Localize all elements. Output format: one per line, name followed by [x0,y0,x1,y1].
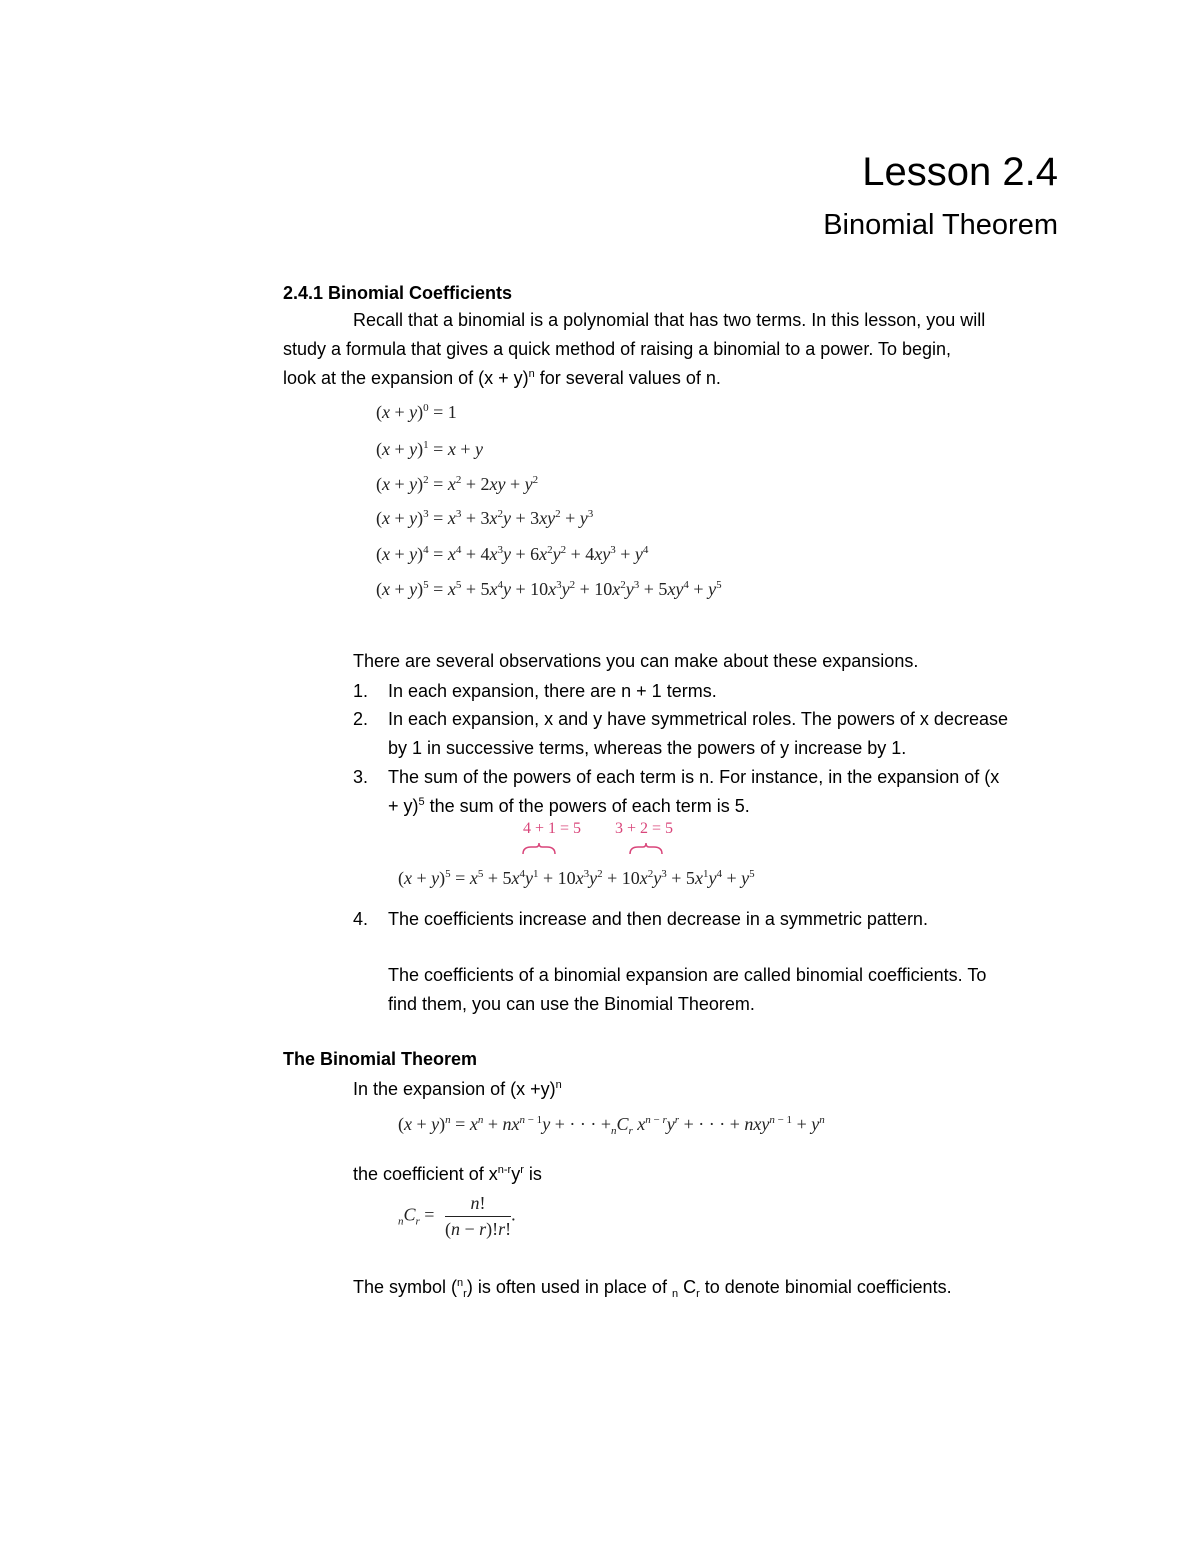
combination-formula: $_nC_r$ = $\frac{n!}{(n - r)!r!}$ . [398,1193,516,1239]
binomial-theorem-formula: $(x + y)^n = x^n + nx^{n - 1}y$ + · · · $+_nC_r$ $x^{n - r}y^r$ + · · · + $nxy^{n - 1} + y^n$ [398,1114,825,1137]
annotation-4-plus-1: 4 + 1 = 5 [523,820,582,837]
observation-item-4: 4. The coefficients increase and then decrease in a symmetric pattern. [353,909,928,929]
annotated-expansion: $(x + y)^5 = x^5 + 5x^4y^1 + 10x^3y^2 + 10x^2y^3 + 5x^1y^4 + y^5$ [398,868,755,888]
lesson-title: Lesson 2.4 [862,150,1058,194]
symbol-note: The symbol ($^n_r$) is often used in place of $_n$ $C_r$ to denote binomial coefficients. [353,1277,952,1300]
section-heading-binomial-theorem: The Binomial Theorem [283,1049,478,1069]
list-number: 1. [353,681,369,701]
lesson-subtitle: Binomial Theorem [823,209,1058,241]
closing-line-2: find them, you can use the Binomial Theorem. [388,994,755,1014]
section-heading-binomial-coefficients: 2.4.1 Binomial Coefficients [283,283,513,303]
combination-fraction: $\frac{n!}{(n - r)!r!}$ [444,1193,512,1239]
observation-item-1: 1. In each expansion, there are n + 1 terms. [353,681,717,701]
annotation-3-plus-2: 3 + 2 = 5 [615,820,674,837]
intro-line-3: look at the expansion of $(x + y)^n$ for several values of n. [283,368,721,388]
expansion-n5: $(x + y)^5 = x^5 + 5x^4y + 10x^3y^2 + 10x^2y^3 + 5xy^4 + y^5$ [376,579,722,599]
intro-line-2: study a formula that gives a quick method of raising a binomial to a power. To begin, [283,339,952,359]
expansion-n4: $(x + y)^4 = x^4 + 4x^3y + 6x^2y^2 + 4xy^3 + y^4$ [376,544,649,564]
brace-left-icon [521,842,557,856]
list-number: 3. [353,767,369,787]
observations-intro: There are several observations you can make about these expansions. [353,651,919,671]
theorem-intro: In the expansion of $(x +y)^n$ [353,1079,562,1099]
brace-right-icon [628,842,664,856]
observation-item-2: 2. In each expansion, x and y have symmetrical roles. The powers of x decrease by 1 in successive terms, whereas the powers of y increase by 1. [353,709,1008,758]
closing-line-1: The coefficients of a binomial expansion are called binomial coefficients. To [388,965,987,985]
expansion-n2: $(x + y)^2 = x^2 + 2xy + y^2$ [376,474,539,494]
list-number: 2. [353,709,369,729]
observation-item-3: 3. The sum of the powers of each term is n. For instance, in the expansion of (x + y)$^5$ the sum of the powers of each term is 5. [353,767,1000,816]
intro-line-1: Recall that a binomial is a polynomial that has two terms. In this lesson, you will [353,310,986,330]
expansion-n1: $(x + y)^1 = x + y$ [376,439,483,459]
coefficient-line: the coefficient of $x^{n-r}y^r$ is [353,1164,542,1184]
expansion-n0: $(x + y)^0 = 1$ [376,402,457,422]
expansion-n3: $(x + y)^3 = x^3 + 3x^2y + 3xy^2 + y^3$ [376,508,594,528]
list-number: 4. [353,909,369,929]
